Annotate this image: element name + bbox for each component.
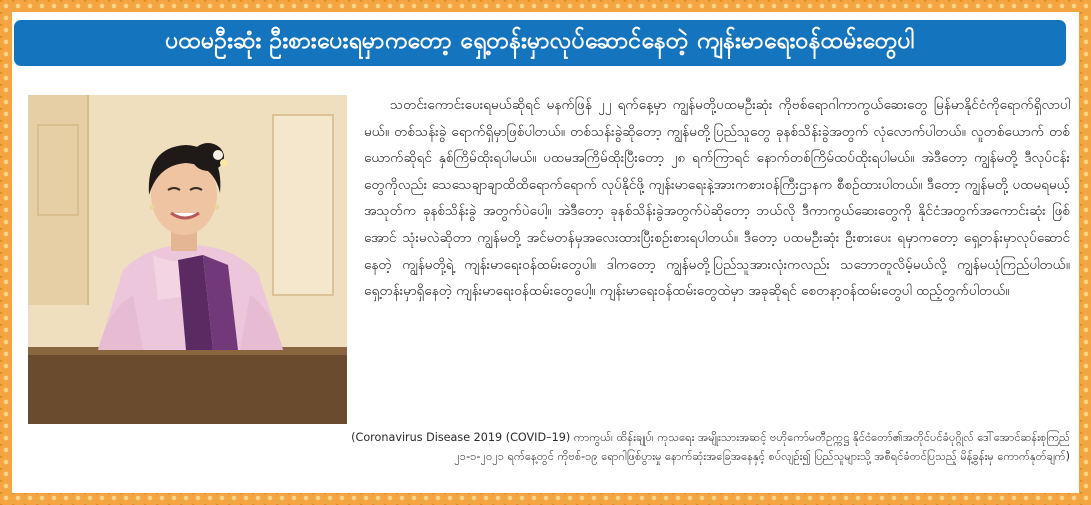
article-body: သတင်းကောင်းပေးရမယ်ဆိုရင် မနက်ဖြန် ၂၂ ရက်နေ့မှာ ကျွန်မတို့ပထမဦးဆုံး ကိုဗစ်ရောဂါကာကွယ်ဆေးတွေ မြန်မာနိုင်ငံကိုရောက်ရှိလာပါမယ်။ တစ်သန်းခွဲ ရောက်ရှိမှာဖြစ်ပါတယ်။ တစ်သန်းခွဲဆိုတော့ ကျွန်မတို့ပြည်သူတွေ ခုနစ်သိန်းခွဲအတွက် လုံလောက်ပါတယ်။ လူတစ်ယောက် တစ်ယောက်ဆိုရင် နှစ်ကြိမ်ထိုးရပါမယ်။ ပထမအကြိမ်ထိုးပြီးတော့ ၂၈ ရက်ကြာရင် နောက်တစ်ကြိမ်ထပ်ထိုးရပါမယ်။ အဲဒီတော့ ကျွန်မတို့ ဒီလုပ်ငန်းတွေကိုလည်း သေသေချာချာထိထိရောက်ရောက် လုပ်နိုင်ဖို့ ကျန်းမာရေးနဲ့အားကစားဝန်ကြီးဌာနက စီစဉ်ထားပါတယ်။ ဒီတော့ ကျွန်မတို့ ပထမရမယ့်အသုတ်က ခုနစ်သိန်းခွဲ အတွက်ပဲပေါ့။ အဲဒီတော့ ခုနစ်သိန်းခွဲအတွက်ပဲဆိုတော့ ဘယ်လို ဒီကာကွယ်ဆေးတွေကို နိုင်ငံအတွက်အကောင်းဆုံး ဖြစ်အောင် သုံးမလဲဆိုတာ ကျွန်မတို့ အင်မတန်မှအလေးထားပြီးစဉ်းစားရပါတယ်။ ဒီတော့ ပထမဦးဆုံး ဦးစားပေး ရမှာကတော့ ရှေ့တန်းမှာလုပ်ဆောင်နေတဲ့ ကျွန်မတို့ရဲ့ ကျန်းမာရေးဝန်ထမ်းတွေပါ။ ဒါကတော့ ကျွန်မတို့ပြည်သူအားလုံးကလည်း သဘောတူလိမ့်မယ်လို့ ကျွန်မယုံကြည်ပါတယ်။ ရှေ့တန်းမှာရှိနေတဲ့ ကျန်းမာရေးဝန်ထမ်းတွေပေါ့။ ကျန်းမာရေးဝန်ထမ်းတွေထဲမှာ အခုဆိုရင် စေတနာ့ဝန်ထမ်းတွေပါ ထည့်တွက်ပါတယ်။ <box>364 97 1070 300</box>
caption-line-2: ၂၁-၁-၂၀၂၁ ရက်နေ့တွင် ကိုဗစ်-၁၉ ရောဂါဖြစ်ပွားမှု နောက်ဆုံးအခြေအနေနှင့် စပ်လျဉ်း၍ ပြည်သူများသို့ အစီရင်ခံတင်ပြသည့် မိန့်ခွန်းမှ ကောက်နုတ်ချက်) <box>454 450 1070 463</box>
speaker-portrait-image <box>28 95 347 424</box>
photo-caption <box>28 428 1070 472</box>
caption-line-1: (Coronavirus Disease 2019 (COVID–19) ကာကွယ်၊ ထိန်းချုပ်၊ ကုသရေး အမျိုးသားအဆင့် ဗဟိုကော်မတီဥက္ကဋ္ဌ နိုင်ငံတော်၏အတိုင်ပင်ခံပုဂ္ဂိုလ် ဒေါ်အောင်ဆန်းစုကြည် <box>351 431 1070 444</box>
speaker-photo <box>28 95 347 424</box>
headline-title: ပထမဦးဆုံး ဦးစားပေးရမှာကတော့ ရှေ့တန်းမှာလုပ်ဆောင်နေတဲ့ ကျန်းမာရေးဝန်ထမ်းတွေပါ <box>165 28 915 54</box>
headline-banner <box>14 20 1066 66</box>
